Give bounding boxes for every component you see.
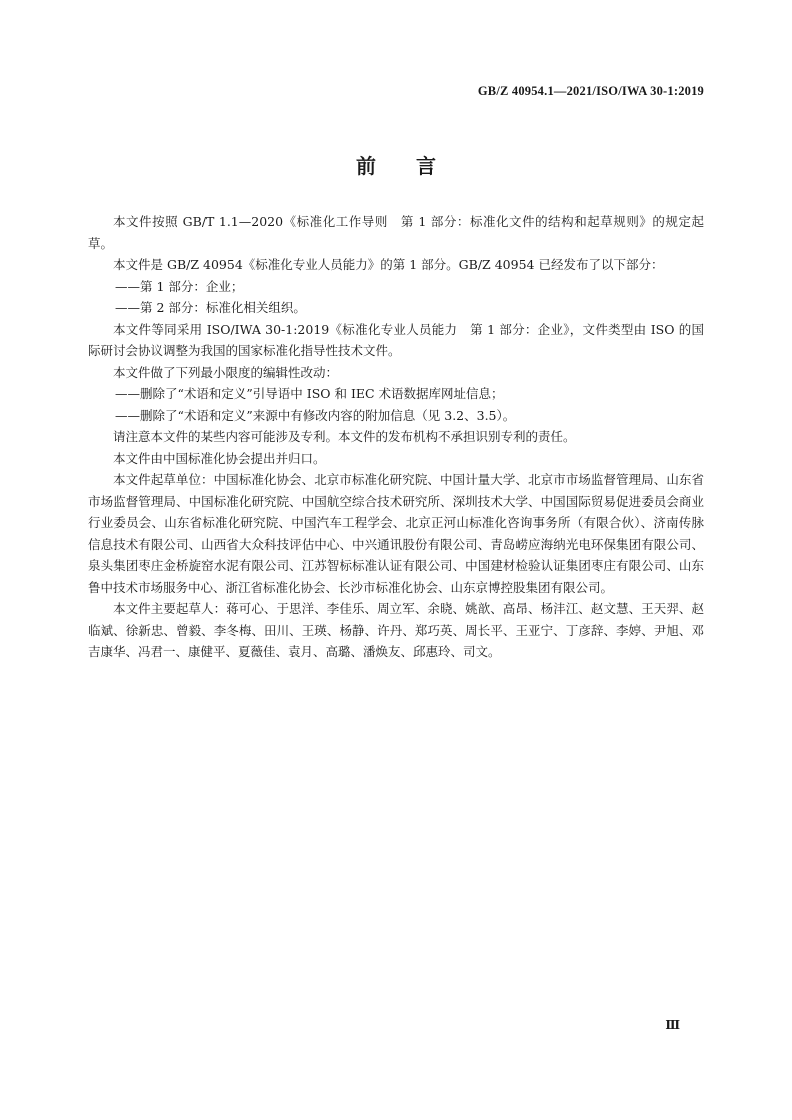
list-item-part-1: ——第 1 部分：企业； [115, 278, 244, 294]
list-item-change-1: ——删除了“术语和定义”引导语中 ISO 和 IEC 术语数据库网址信息； [115, 386, 504, 401]
title-char-2: 言 [416, 154, 436, 178]
paragraph-proposer: 本文件由中国标准化协会提出并归口。 [113, 450, 326, 466]
title-char-1: 前 [356, 154, 376, 178]
paragraph-drafters: 本文件主要起草人：蒋可心、于思洋、李佳乐、周立军、余晓、姚歆、高昂、杨沣江、赵文慧、王天羿、赵临斌、徐新忠、曾毅、李冬梅、田川、王瑛、杨静、许丹、郑巧英、周长平、王亚宁、丁彦辞、李婷、尹旭、邓吉康华、冯君一、康健平、夏薇佳、袁月、高璐、潘焕友、邱惠玲、司文。 [88, 601, 704, 659]
foreword-body [88, 211, 704, 663]
page-title [0, 150, 792, 179]
list-item-change-2: ——删除了“术语和定义”来源中有修改内容的附加信息（见 3.2、3.5）。 [115, 407, 516, 423]
list-item-part-2: ——第 2 部分：标准化相关组织。 [115, 300, 306, 315]
paragraph-editorial-changes: 本文件做了下列最小限度的编辑性改动： [113, 364, 339, 380]
paragraph-series-intro: 本文件是 GB/Z 40954《标准化专业人员能力》的第 1 部分。GB/Z 40954 已经发布了以下部分： [113, 257, 664, 272]
paragraph-drafting-rules: 本文件按照 GB/T 1.1—2020《标准化工作导则 第 1 部分：标准化文件的结构和起草规则》的规定起草。 [88, 214, 704, 251]
page-number: Ⅲ [665, 1018, 680, 1032]
paragraph-patent-notice: 请注意本文件的某些内容可能涉及专利。本文件的发布机构不承担识别专利的责任。 [113, 429, 576, 444]
document-number: GB/Z 40954.1—2021/ISO/IWA 30-1:2019 [477, 84, 704, 98]
paragraph-drafting-organizations: 本文件起草单位：中国标准化协会、北京市标准化研究院、中国计量大学、北京市市场监督管理局、山东省市场监督管理局、中国标准化研究院、中国航空综合技术研究所、深圳技术大学、中国国际贸易促进委员会商业行业委员会、山东省标准化研究院、中国汽车工程学会、北京正河山标准化咨询事务所（有限合伙）、济南传脉信息技术有限公司、山西省大众科技评估中心、中兴通讯股份有限公司、青岛崂应海纳光电环保集团有限公司、泉头集团枣庄金桥旋窑水泥有限公司、江苏智标标准认证有限公司、中国建材检验认证集团枣庄有限公司、山东鲁中技术市场服务中心、浙江省标准化协会、长沙市标准化协会、山东京博控股集团有限公司。 [88, 472, 704, 595]
paragraph-adoption: 本文件等同采用 ISO/IWA 30-1:2019《标准化专业人员能力 第 1 部分：企业》，文件类型由 ISO 的国际研讨会协议调整为我国的国家标准化指导性技术文件。 [88, 321, 704, 358]
